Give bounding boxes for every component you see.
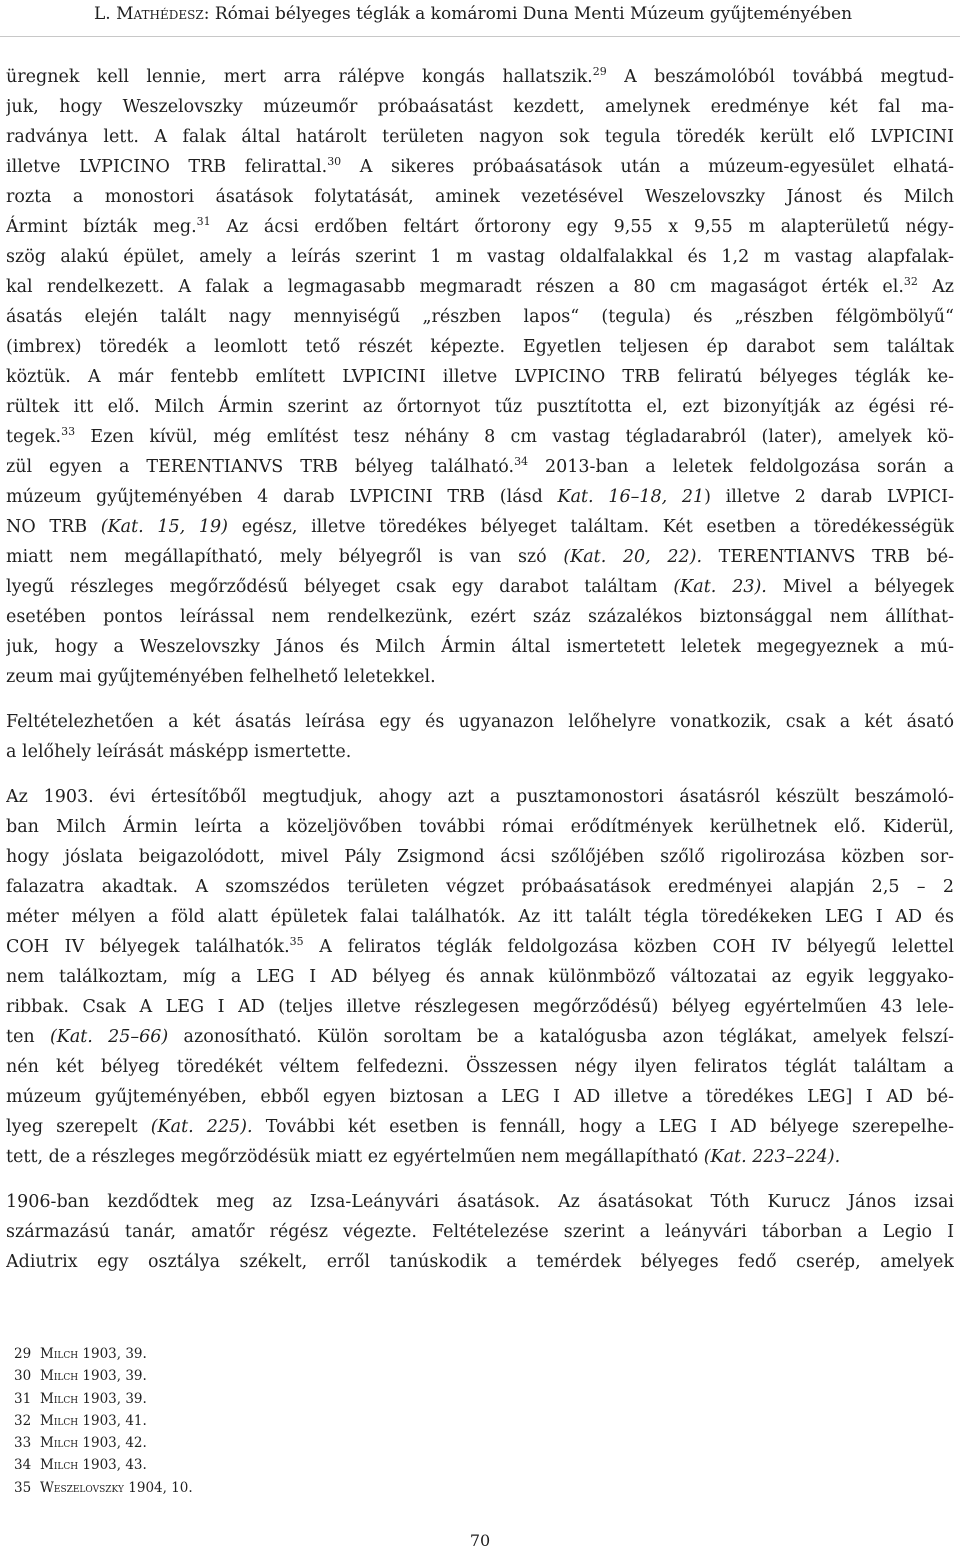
page-number: 70 <box>469 1531 491 1550</box>
text-line: kal rendelkezett. A falak a legmagasabb megmaradt részen a 80 cm magaságot érték el.$^{32}$ Az <box>6 275 954 297</box>
catalog-reference: (Kat. 25–66) <box>49 1027 169 1047</box>
footnote <box>14 1365 193 1387</box>
footnote-ref-text: 1903, 41. <box>78 1412 147 1429</box>
paragraph <box>6 782 954 1172</box>
header-author-surname: Mathédesz <box>116 4 204 24</box>
text-line: radványa lett. A falak által határolt területen nagyon sok tegula töredék került elő LVPICINI <box>6 127 954 147</box>
footnote-author: Milch <box>40 1390 79 1407</box>
footnote <box>14 1454 193 1476</box>
text-line: méter mélyen a föld alatt épületek falai találhatók. Az itt talált tégla töredékeken LEG I AD és <box>6 907 954 927</box>
text-line: illetve LVPICINO TRB felirattal.$^{30}$ A sikeres próbaásatások után a múzeum-egyesület elhatá- <box>6 155 954 177</box>
footnote-ref-text: 1904, 10. <box>123 1479 193 1496</box>
text-line: köztük. A már fentebb említett LVPICINI illetve LVPICINO TRB feliratú bélyeges téglák ke- <box>6 367 954 387</box>
footnote-number: 34 <box>14 1457 32 1474</box>
footnote-author: Milch <box>40 1412 79 1429</box>
catalog-reference: 16–18, 21 <box>608 487 705 507</box>
footnote <box>14 1343 193 1365</box>
footnote-ref: 29 <box>592 65 607 78</box>
footnote-ref: 34 <box>514 455 529 468</box>
text-line: származású tanár, amatőr régész végezte. Feltételezése szerint a leányvári táborban a Legio I <box>6 1222 954 1242</box>
text-line: tegek.$^{33}$ Ezen kívül, még említést tesz néhány 8 cm vastag tégladarabról (later), amelyek kö- <box>6 425 954 447</box>
text-line: múzeum gyűjteményében, ebből egyen biztosan a LEG I AD illetve a töredékes LEG] I AD bé- <box>6 1087 954 1107</box>
text-line: üregnek kell lennie, mert arra rálépve kongás hallatszik.$^{29}$ A beszámolóból továbbá megtud- <box>6 65 954 87</box>
text-line: Feltételezhetően a két ásatás leírása egy és ugyanazon lelőhelyre vonatkozik, csak a két ásató <box>6 712 954 732</box>
catalog-reference: (Kat. 20, 22). <box>563 547 703 567</box>
footnote-author: Milch <box>40 1368 79 1385</box>
catalog-reference: (Kat. 225). <box>150 1117 253 1137</box>
footnote-number: 30 <box>14 1368 32 1385</box>
footnote-number: 35 <box>14 1479 32 1496</box>
footnote-ref-text: 1903, 39. <box>78 1390 147 1407</box>
text-line: Az 1903. évi értesítőből megtudjuk, ahogy azt a pusztamonostori ásatásról készült beszámoló- <box>6 787 954 807</box>
catalog-reference: (Kat. 23). <box>673 577 767 597</box>
text-line: juk, hogy Weszelovszky múzeumőr próbaásatást kezdett, amelynek eredménye két fal ma- <box>6 97 954 117</box>
footnotes <box>14 1343 193 1499</box>
catalog-reference: Kat. <box>557 487 594 507</box>
text-line: lyegű részleges megőrződésű bélyeget csak egy darabot találtam (Kat. 23). Mivel a bélyegek <box>6 577 954 597</box>
footnote-author: Milch <box>40 1346 79 1362</box>
footnote-ref-text: 1903, 42. <box>78 1435 147 1452</box>
text-line: juk, hogy a Weszelovszky János és Milch Ármin által ismertetett leletek megegyeznek a mú- <box>6 637 954 657</box>
paragraph <box>6 1187 954 1277</box>
header-author-initial: L. <box>94 4 111 24</box>
text-line: szög alakú épület, amely a leírás szerint 1 m vastag oldalfalakkal és 1,2 m vastag alapfalak- <box>6 247 954 267</box>
footnote-ref-text: 1903, 39. <box>78 1346 147 1362</box>
footnote-ref: 32 <box>903 275 918 288</box>
text-line: nén két bélyeg töredékét véltem felfedezni. Összessen négy ilyen feliratos téglát találtam a <box>6 1057 954 1077</box>
text-line: ribbak. Csak A LEG I AD (teljes illetve részlegesen megőrződésű) bélyeg egyértelműen 43 lele- <box>6 997 954 1017</box>
text-line: zül egyen a TERENTIANVS TRB bélyeg található.$^{34}$ 2013-ban a leletek feldolgozása során a <box>6 455 954 477</box>
footnote-number: 33 <box>14 1435 32 1452</box>
footnote-ref: 35 <box>289 935 304 948</box>
text-line: rozta a monostori ásatások folytatását, aminek vezetésével Weszelovszky Jánost és Milch <box>6 187 954 207</box>
text-line: miatt nem megállapítható, mely bélyegről is van szó (Kat. 20, 22). TERENTIANVS TRB bé- <box>6 547 954 567</box>
running-header-text <box>94 4 852 24</box>
text-line: Adiutrix egy osztálya székelt, erről tanúskodik a temérdek bélyeges fedő cserép, amelyek <box>6 1252 954 1272</box>
paragraph <box>6 62 954 692</box>
text-line: NO TRB (Kat. 15, 19) egész, illetve töredékes bélyeget találtam. Két esetben a töredékességük <box>6 517 954 537</box>
text-line: falazatra akadtak. A szomszédos területen végzet próbaásatások eredményei alapján 2,5 – 2 <box>6 877 954 897</box>
text-line: múzeum gyűjteményében 4 darab LVPICINI TRB (lásd Kat. 16–18, 21) illetve 2 darab LVPICI- <box>6 487 954 507</box>
text-line: Ármint bízták meg.$^{31}$ Az ácsi erdőben feltárt őrtorony egy 9,55 x 9,55 m alapterületű négy- <box>6 215 954 237</box>
catalog-reference: 15, 19) <box>157 517 229 537</box>
catalog-reference: (Kat. <box>100 517 144 537</box>
text-line: ten (Kat. 25–66) azonosítható. Külön soroltam be a katalógusba azon téglákat, amelyek felszí- <box>6 1027 954 1047</box>
text-line: zeum mai gyűjteményében felhelhető leletekkel. <box>6 667 436 687</box>
text-line: esetében pontos leírással nem rendelkezünk, ezért száz százalékos biztonsággal nem állíthat- <box>6 607 954 627</box>
footnote-number: 32 <box>14 1412 32 1429</box>
text-line: tett, de a részleges megőrzödésük miatt ez egyértelműen nem megállapítható (Kat. 223–224). <box>6 1147 841 1167</box>
text-line: ásatás elején talált nagy mennyiségű „részben lapos“ (tegula) és „részben félgömbölyű“ <box>6 307 954 327</box>
footnote <box>14 1432 193 1454</box>
text-line: (imbrex) töredék a leomlott tető részét képezte. Egyetlen teljesen ép darabot sem találtak <box>6 337 954 357</box>
footnote-number: 29 <box>14 1346 32 1362</box>
footnote-author: Milch <box>40 1457 79 1474</box>
footnote-ref: 33 <box>61 425 76 438</box>
footnote-author: Milch <box>40 1435 79 1452</box>
footnote-author: Weszelovszky <box>40 1479 124 1496</box>
footnote-ref-text: 1903, 39. <box>78 1368 147 1385</box>
text-line: hogy jóslata beigazolódott, mivel Pály Zsigmond ácsi szőlőjében szőlő rigolirozása közben sor- <box>6 847 954 867</box>
main-text <box>6 62 954 1292</box>
text-line: COH IV bélyegek találhatók.$^{35}$ A feliratos téglák feldolgozása közben COH IV bélyegű lelettel <box>6 935 954 957</box>
running-header <box>0 0 960 37</box>
text-line: 1906-ban kezdődtek meg az Izsa-Leányvári ásatások. Az ásatásokat Tóth Kurucz János izsai <box>6 1192 954 1212</box>
header-title: : Római bélyeges téglák a komáromi Duna Menti Múzeum gyűjteményében <box>203 4 853 24</box>
catalog-reference: (Kat. 223–224). <box>703 1147 841 1167</box>
text-line: ban Milch Ármin leírta a közeljövőben további római erődítmények kerülhetnek elő. Kiderül, <box>6 817 954 837</box>
footnote-ref: 31 <box>196 215 211 228</box>
paragraph <box>6 707 954 767</box>
footnote-number: 31 <box>14 1390 32 1407</box>
text-line: nem találkoztam, míg a LEG I AD bélyeg és annak különmböző változatai az egyik leggyako- <box>6 967 954 987</box>
text-line: a lelőhely leírását másképp ismertette. <box>6 742 352 762</box>
footnote-ref-text: 1903, 43. <box>78 1457 147 1474</box>
footnote <box>14 1388 193 1410</box>
footnote <box>14 1410 193 1432</box>
footnote <box>14 1477 193 1499</box>
footnote-ref: 30 <box>327 155 342 168</box>
text-line: rültek itt elő. Milch Ármin szerint az őrtornyot tűz pusztította el, ezt bizonyítják az égési ré- <box>6 397 954 417</box>
text-line: lyeg szerepelt (Kat. 225). További két esetben is fennáll, hogy a LEG I AD bélyege szerepelhe- <box>6 1117 954 1137</box>
